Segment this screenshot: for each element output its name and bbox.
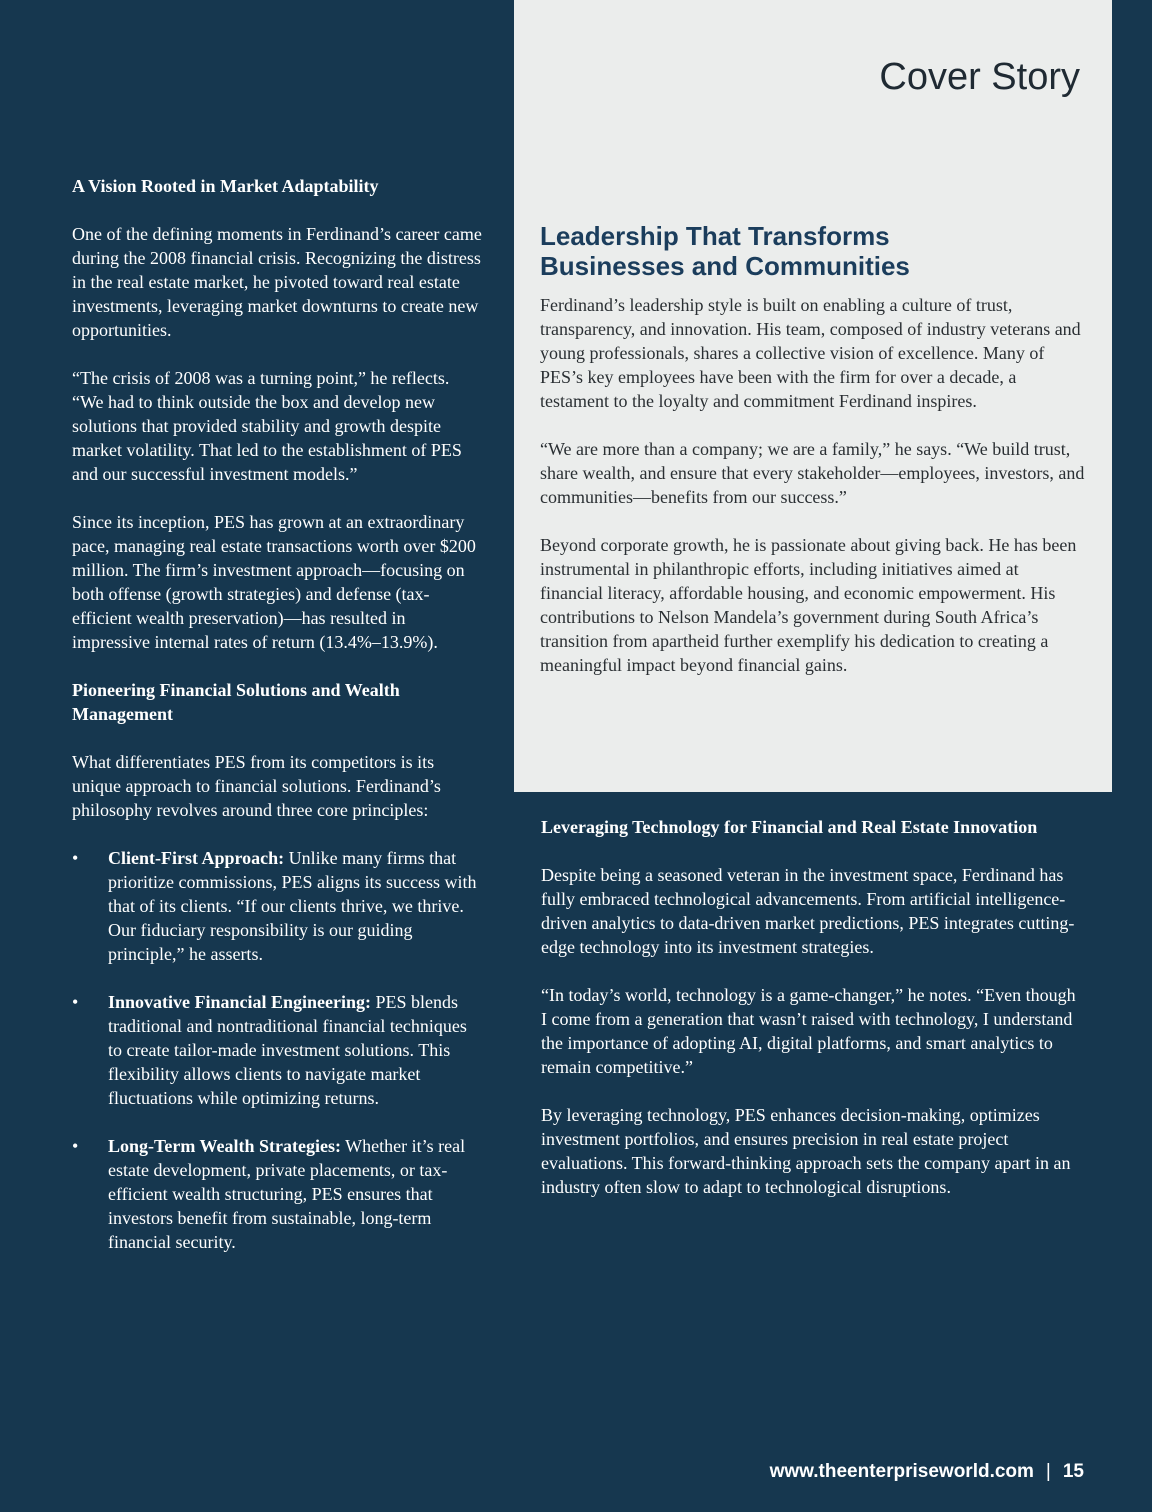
subheading-market-adaptability: A Vision Rooted in Market Adaptability	[72, 176, 379, 196]
paragraph: By leveraging technology, PES enhances decision-making, optimizes investment portfolios, and ensures precision in real estate project evaluations. This forward-thinking approach sets the company apart in an industry often slow to adapt to technological disruptions.	[541, 1105, 1071, 1197]
page-number: 15	[1062, 1461, 1084, 1482]
paragraph: “We are more than a company; we are a family,” he says. “We build trust, share wealth, and ensure that every stakeholder—employees, investors, and communities—benefits from our success.”	[540, 439, 1085, 507]
list-item-title: Innovative Financial Engineering:	[108, 992, 372, 1012]
paragraph: “The crisis of 2008 was a turning point,” he reflects. “We had to think outside the box and develop new solutions that provided stability and growth despite market volatility. That led to the establishment of PES and our successful investment models.”	[72, 368, 462, 484]
technology-section	[541, 815, 1086, 1223]
bullet-icon: •	[72, 992, 79, 1012]
section-label: Cover Story	[879, 56, 1080, 98]
paragraph: Despite being a seasoned veteran in the investment space, Ferdinand has fully embraced technological advancements. From artificial intelligence-driven analytics to data-driven market predictions, PES integrates cutting-edge technology into its investment strategies.	[541, 865, 1075, 957]
paragraph: Ferdinand’s leadership style is built on enabling a culture of trust, transparency, and innovation. His team, composed of industry veterans and young professionals, shares a collective vision of excellence. Many of PES’s key employees have been with the firm for over a decade, a testament to the loyalty and commitment Ferdinand inspires.	[540, 295, 1081, 411]
list-item	[72, 990, 482, 1110]
paragraph: What differentiates PES from its competitors is its unique approach to financial solutions. Ferdinand’s philosophy revolves around three core principles:	[72, 752, 441, 820]
footer-separator: |	[1045, 1461, 1051, 1482]
list-item-title: Client-First Approach:	[108, 848, 285, 868]
list-item	[72, 1134, 482, 1254]
paragraph: One of the defining moments in Ferdinand’s career came during the 2008 financial crisis. Recognizing the distress in the real estate market, he pivoted toward real estate investments, leveraging market downturns to create new opportunities.	[72, 224, 482, 340]
footer-website: www.theenterpriseworld.com	[769, 1461, 1034, 1482]
subheading-technology: Leveraging Technology for Financial and Real Estate Innovation	[541, 817, 1038, 837]
list-item-title: Long-Term Wealth Strategies:	[108, 1136, 341, 1156]
list-item-text: Whether it’s real estate development, private placements, or tax-efficient wealth structuring, PES ensures that investors benefit from sustainable, long-term financial security.	[108, 1136, 466, 1252]
bullet-icon: •	[72, 848, 79, 868]
subheading-financial-solutions: Pioneering Financial Solutions and Wealth Management	[72, 680, 400, 724]
list-item-text: Unlike many firms that prioritize commissions, PES aligns its success with that of its clients. “If our clients thrive, we thrive. Our fiduciary responsibility is our guiding principle,” he asserts.	[108, 848, 477, 964]
principles-list	[72, 846, 482, 1254]
bullet-icon: •	[72, 1136, 79, 1156]
paragraph: Beyond corporate growth, he is passionate about giving back. He has been instrumental in philanthropic efforts, including initiatives aimed at financial literacy, affordable housing, and economic empowerment. His contributions to Nelson Mandela’s government during South Africa’s transition from apartheid further exemplify his dedication to creating a meaningful impact beyond financial gains.	[540, 535, 1077, 675]
left-column	[72, 174, 482, 1278]
list-item-text: PES blends traditional and nontraditional financial techniques to create tailor-made investment solutions. This flexibility allows clients to navigate market fluctuations while optimizing returns.	[108, 992, 467, 1108]
list-item	[72, 846, 482, 966]
leadership-section	[540, 221, 1085, 701]
paragraph: “In today’s world, technology is a game-changer,” he notes. “Even though I come from a generation that wasn’t raised with technology, I understand the importance of adopting AI, digital platforms, and smart analytics to remain competitive.”	[541, 985, 1076, 1077]
leadership-heading: Leadership That Transforms Businesses and Communities	[540, 221, 910, 281]
paragraph: Since its inception, PES has grown at an extraordinary pace, managing real estate transactions worth over $200 million. The firm’s investment approach—focusing on both offense (growth strategies) and defense (tax-efficient wealth preservation)—has resulted in impressive internal rates of return (13.4%–13.9%).	[72, 512, 476, 652]
page-footer	[770, 1461, 1084, 1483]
